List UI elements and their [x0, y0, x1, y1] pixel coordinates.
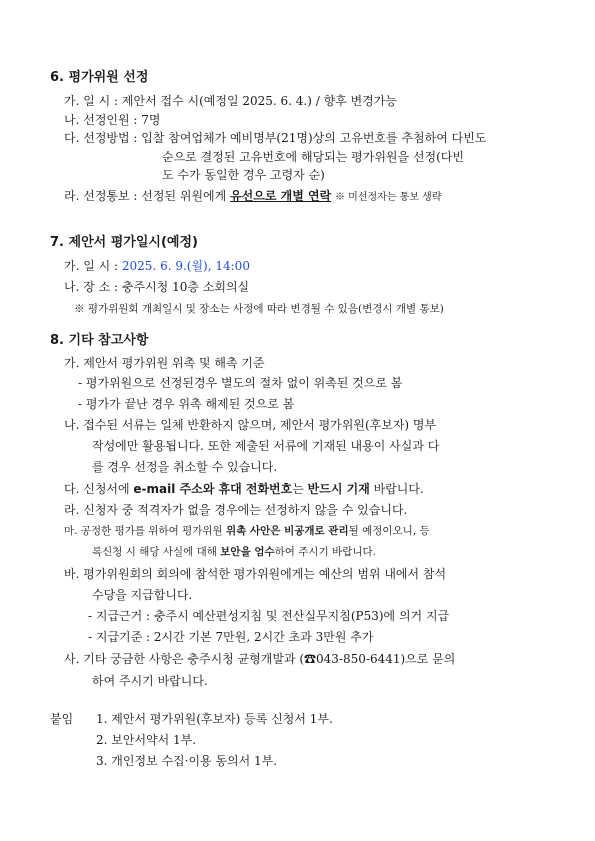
attachment-item: 1. 제안서 평가위원(후보자) 등록 신청서 1부.: [96, 712, 333, 726]
section-7-heading: 7. 제안서 평가일시(예정): [50, 235, 198, 250]
sec8-f-standard: - 지급기준 : 2시간 기본 7만원, 2시간 초과 3만원 추가: [88, 630, 374, 644]
sec6-b-label: 나. 선정인원 :: [64, 113, 138, 127]
sec8-e-emphasis-2: 보안을 엄수: [220, 546, 275, 558]
sec6-d-emphasis: 유선으로 개별 연락: [230, 189, 332, 203]
sec7-note: ※ 평가위원회 개최일시 및 장소는 사정에 따라 변경될 수 있음(변경시 개별 통보): [74, 303, 444, 315]
sec8-item-b-line2: 작성에만 활용됩니다. 또한 제출된 서류에 기재된 내용이 사실과 다: [92, 439, 440, 453]
sec8-c-emphasis-1: e-mail 주소와 휴대 전화번호: [133, 482, 293, 496]
attachment-item: 3. 개인정보 수집·이용 동의서 1부.: [96, 754, 278, 768]
sec6-c-line2: 순으로 결정된 고유번호에 해당되는 평가위원을 선정(다빈: [162, 150, 464, 164]
sec6-item-b: [64, 112, 161, 128]
sec6-a-label: 가. 일 시 :: [64, 94, 119, 108]
sec8-a-sub2: - 평가가 끝난 경우 위촉 해제된 것으로 봄: [78, 397, 295, 411]
sec7-item-b: [64, 279, 249, 295]
sec7-a-text: 2025. 6. 9.(월), 14:00: [121, 259, 250, 273]
sec8-item-g-line2: 하여 주시기 바랍니다.: [92, 674, 208, 688]
sec8-item-b-line1: 나. 접수된 서류는 일체 반환하지 않으며, 제안서 평가위원(후보자) 명부: [64, 418, 437, 432]
sec8-e-post1: 될 예정이오니, 등: [348, 525, 430, 537]
sec7-b-label: 나. 장 소 :: [64, 280, 119, 294]
sec8-e-pre: 마. 공정한 평가를 위하여 평가위원: [64, 525, 223, 537]
section-8-heading: 8. 기타 참고사항: [50, 333, 149, 348]
sec8-c-pre: 다. 신청서에: [64, 482, 130, 496]
sec6-d-label: 라. 선정통보 :: [64, 189, 138, 203]
sec8-item-e-line1: [64, 523, 430, 539]
sec6-c-line3: 도 수가 동일한 경우 고령자 순): [162, 168, 325, 182]
sec8-a-sub1: - 평가위원으로 선정된경우 별도의 절차 없이 위촉된 것으로 봄: [78, 376, 403, 390]
section-6-heading: 6. 평가위원 선정: [50, 70, 149, 85]
sec7-b-text: 충주시청 10층 소회의실: [121, 280, 250, 294]
sec8-item-f-line1: 바. 평가위원회의 회의에 참석한 평가위원에게는 예산의 범위 내에서 참석: [64, 567, 447, 581]
sec6-b-text: 7명: [141, 113, 161, 127]
sec8-item-f-line2: 수당을 지급합니다.: [92, 588, 193, 602]
sec6-d-note: ※ 미선정자는 통보 생략: [335, 192, 442, 203]
sec6-item-d: [64, 188, 441, 206]
sec8-e-l2pre: 록신청 시 해당 사실에 대해: [92, 546, 217, 558]
sec6-item-c: [64, 130, 486, 146]
sec6-d-pre: 선정된 위원에게: [141, 189, 227, 203]
sec8-item-g-line1: 사. 기타 궁금한 사항은 충주시청 균형개발과 (☎043-850-6441)으로 문의: [64, 652, 456, 666]
sec7-item-a: [64, 258, 250, 274]
sec8-c-mid: 는: [292, 482, 304, 496]
sec6-item-a: [64, 93, 397, 109]
sec8-f-basis: - 지급근거 : 충주시 예산편성지침 및 전산실무지침(P53)에 의거 지급: [88, 609, 450, 623]
sec8-c-emphasis-2: 반드시 기재: [307, 482, 370, 496]
sec8-c-post: 바랍니다.: [373, 482, 424, 496]
sec8-item-b-line3: 를 경우 선정을 취소할 수 있습니다.: [92, 460, 278, 474]
sec8-item-e-line2: [92, 544, 376, 560]
attachments-label: 붙임: [50, 712, 74, 726]
sec7-a-label: 가. 일 시 :: [64, 259, 119, 273]
sec6-a-text: 제안서 접수 시(예정일 2025. 6. 4.) / 향후 변경가능: [121, 94, 397, 108]
sec6-c-line1: 입찰 참여업체가 예비명부(21명)상의 고유번호를 추첨하여 다빈도: [141, 131, 487, 145]
sec8-e-emphasis-1: 위촉 사안은 비공개로 관리: [226, 525, 349, 537]
sec6-c-label: 다. 선정방법 :: [64, 131, 138, 145]
sec8-item-c: [64, 481, 424, 497]
sec8-item-d: 라. 신청자 중 적격자가 없을 경우에는 선정하지 않을 수 있습니다.: [64, 503, 408, 517]
sec8-e-l2post: 하여 주시기 바랍니다.: [274, 546, 376, 558]
sec8-item-a: 가. 제안서 평가위원 위촉 및 해촉 기준: [64, 356, 265, 370]
attachment-item: 2. 보안서약서 1부.: [96, 733, 197, 747]
